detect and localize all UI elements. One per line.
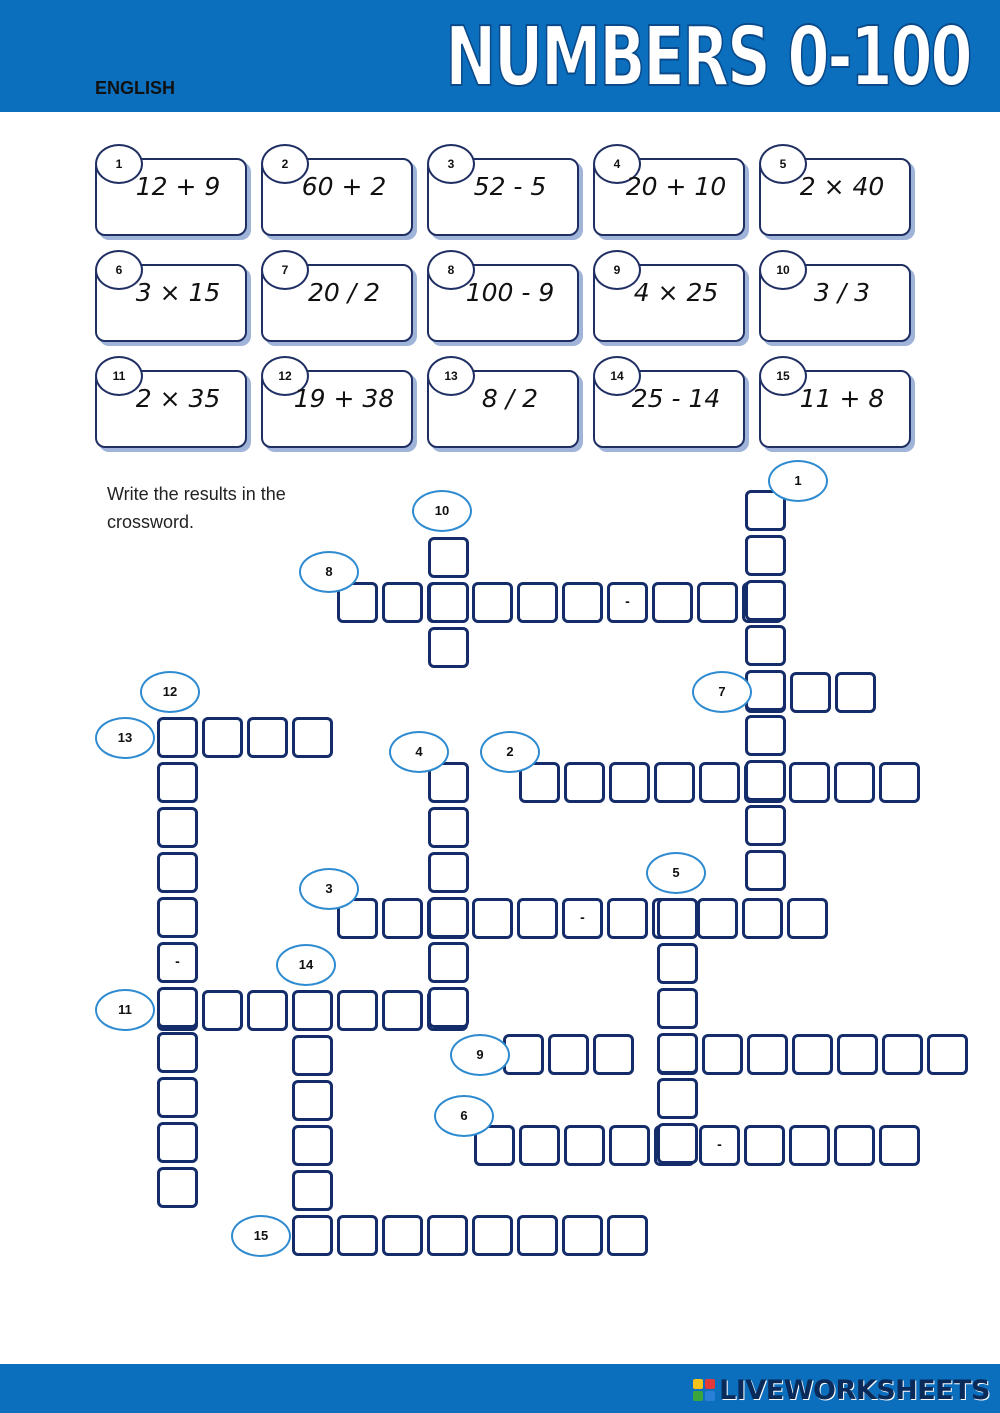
equation-text: 3 / 3 bbox=[813, 278, 871, 307]
crossword-cell[interactable] bbox=[472, 1215, 513, 1256]
clue-number-circle: 3 bbox=[299, 868, 359, 910]
equation-number: 8 bbox=[427, 250, 475, 290]
crossword-cell[interactable] bbox=[835, 672, 876, 713]
crossword-cell[interactable] bbox=[337, 990, 378, 1031]
equation-card bbox=[759, 158, 911, 236]
equation-text: 12 + 9 bbox=[135, 172, 221, 201]
crossword-cell[interactable] bbox=[745, 535, 786, 576]
equation-number: 3 bbox=[427, 144, 475, 184]
crossword-cell[interactable] bbox=[157, 807, 198, 848]
page-title: NUMBERS 0-100 bbox=[445, 10, 970, 105]
equation-number: 1 bbox=[95, 144, 143, 184]
brand-mark-icon bbox=[693, 1379, 715, 1401]
crossword-hyphen-cell[interactable]: - bbox=[607, 582, 648, 623]
equation-number: 13 bbox=[427, 356, 475, 396]
equation-card bbox=[261, 370, 413, 448]
crossword-cell[interactable] bbox=[654, 762, 695, 803]
equation-number: 5 bbox=[759, 144, 807, 184]
clue-number-circle: 6 bbox=[434, 1095, 494, 1137]
clue-number-circle: 9 bbox=[450, 1034, 510, 1076]
crossword-cell[interactable] bbox=[292, 990, 333, 1031]
crossword-cell[interactable] bbox=[517, 1215, 558, 1256]
crossword-cell[interactable] bbox=[202, 717, 243, 758]
crossword-cell[interactable] bbox=[562, 582, 603, 623]
equation-text: 100 - 9 bbox=[465, 278, 555, 307]
equation-number: 6 bbox=[95, 250, 143, 290]
equation-card bbox=[95, 370, 247, 448]
crossword-cell[interactable] bbox=[747, 1034, 788, 1075]
equation-card bbox=[759, 264, 911, 342]
crossword-cell[interactable] bbox=[428, 807, 469, 848]
clue-number-circle: 11 bbox=[95, 989, 155, 1031]
equation-card bbox=[593, 264, 745, 342]
crossword-cell[interactable] bbox=[657, 1078, 698, 1119]
equation-number: 15 bbox=[759, 356, 807, 396]
crossword-cell[interactable] bbox=[247, 717, 288, 758]
crossword-cell[interactable] bbox=[382, 582, 423, 623]
crossword-cell[interactable] bbox=[157, 717, 198, 758]
crossword-cell[interactable] bbox=[292, 717, 333, 758]
crossword-cell[interactable] bbox=[607, 898, 648, 939]
crossword-cell[interactable] bbox=[292, 1080, 333, 1121]
crossword-cell[interactable] bbox=[472, 582, 513, 623]
crossword-cell[interactable] bbox=[292, 1215, 333, 1256]
crossword-cell[interactable] bbox=[787, 898, 828, 939]
crossword-cell[interactable] bbox=[789, 1125, 830, 1166]
crossword-cell[interactable] bbox=[292, 1035, 333, 1076]
clue-number-circle: 12 bbox=[140, 671, 200, 713]
crossword-cell[interactable] bbox=[517, 582, 558, 623]
equation-text: 25 - 14 bbox=[631, 384, 721, 413]
crossword-cell[interactable] bbox=[157, 897, 198, 938]
crossword-cell[interactable] bbox=[382, 990, 423, 1031]
equation-number: 11 bbox=[95, 356, 143, 396]
crossword-cell[interactable] bbox=[742, 898, 783, 939]
equation-text: 3 × 15 bbox=[135, 278, 221, 307]
clue-number-circle: 10 bbox=[412, 490, 472, 532]
crossword-cell[interactable] bbox=[428, 942, 469, 983]
crossword-cell[interactable] bbox=[562, 1215, 603, 1256]
crossword-cell[interactable] bbox=[157, 762, 198, 803]
equation-text: 8 / 2 bbox=[481, 384, 539, 413]
clue-number-circle: 13 bbox=[95, 717, 155, 759]
equation-card bbox=[261, 158, 413, 236]
crossword-hyphen-cell[interactable]: - bbox=[699, 1125, 740, 1166]
crossword-cell[interactable] bbox=[697, 582, 738, 623]
crossword-cell[interactable] bbox=[745, 760, 786, 801]
crossword-cell[interactable] bbox=[519, 1125, 560, 1166]
clue-number-circle: 4 bbox=[389, 731, 449, 773]
crossword-cell[interactable] bbox=[699, 762, 740, 803]
crossword-cell[interactable] bbox=[745, 715, 786, 756]
equation-number: 9 bbox=[593, 250, 641, 290]
equation-card bbox=[593, 158, 745, 236]
crossword-cell[interactable] bbox=[745, 580, 786, 621]
crossword-cell[interactable] bbox=[472, 898, 513, 939]
crossword-cell[interactable] bbox=[564, 1125, 605, 1166]
equation-number: 10 bbox=[759, 250, 807, 290]
crossword-cell[interactable] bbox=[202, 990, 243, 1031]
equation-text: 60 + 2 bbox=[301, 172, 387, 201]
crossword-cell[interactable] bbox=[609, 762, 650, 803]
equation-text: 2 × 35 bbox=[135, 384, 221, 413]
crossword-cell[interactable] bbox=[157, 1122, 198, 1163]
crossword-cell[interactable] bbox=[292, 1125, 333, 1166]
crossword-cell[interactable] bbox=[834, 1125, 875, 1166]
crossword-cell[interactable] bbox=[593, 1034, 634, 1075]
equation-card bbox=[593, 370, 745, 448]
crossword-cell[interactable] bbox=[428, 852, 469, 893]
crossword-cell[interactable] bbox=[428, 627, 469, 668]
equation-card bbox=[95, 158, 247, 236]
crossword-cell[interactable] bbox=[745, 850, 786, 891]
equation-card bbox=[427, 264, 579, 342]
clue-number-circle: 5 bbox=[646, 852, 706, 894]
subject-label: ENGLISH bbox=[95, 78, 176, 98]
crossword-cell[interactable] bbox=[657, 1123, 698, 1164]
crossword-cell[interactable] bbox=[157, 1167, 198, 1208]
crossword-cell[interactable] bbox=[428, 987, 469, 1028]
crossword-cell[interactable] bbox=[652, 582, 693, 623]
equation-text: 4 × 25 bbox=[633, 278, 719, 307]
crossword-cell[interactable] bbox=[292, 1170, 333, 1211]
brand-logo bbox=[693, 1372, 990, 1408]
clue-number-circle: 2 bbox=[480, 731, 540, 773]
crossword-cell[interactable] bbox=[879, 1125, 920, 1166]
equation-text: 19 + 38 bbox=[293, 384, 395, 413]
crossword-cell[interactable] bbox=[609, 1125, 650, 1166]
equation-card bbox=[427, 370, 579, 448]
equation-card bbox=[427, 158, 579, 236]
crossword-cell[interactable] bbox=[428, 897, 469, 938]
crossword-hyphen-cell[interactable]: - bbox=[562, 898, 603, 939]
clue-number-circle: 15 bbox=[231, 1215, 291, 1257]
crossword-cell[interactable] bbox=[792, 1034, 833, 1075]
crossword-cell[interactable] bbox=[879, 762, 920, 803]
crossword-cell[interactable] bbox=[882, 1034, 923, 1075]
brand-name: LIVEWORKSHEETS bbox=[719, 1374, 990, 1406]
crossword-cell[interactable] bbox=[657, 988, 698, 1029]
crossword-cell[interactable] bbox=[657, 898, 698, 939]
crossword-cell[interactable] bbox=[427, 1215, 468, 1256]
crossword-cell[interactable] bbox=[157, 1032, 198, 1073]
crossword-cell[interactable] bbox=[657, 1033, 698, 1074]
crossword-cell[interactable] bbox=[337, 1215, 378, 1256]
crossword-cell[interactable] bbox=[657, 943, 698, 984]
equation-number: 2 bbox=[261, 144, 309, 184]
crossword-cell[interactable] bbox=[382, 1215, 423, 1256]
crossword-cell[interactable] bbox=[834, 762, 875, 803]
clue-number-circle: 14 bbox=[276, 944, 336, 986]
crossword-hyphen-cell[interactable]: - bbox=[157, 942, 198, 983]
clue-number-circle: 8 bbox=[299, 551, 359, 593]
crossword-cell[interactable] bbox=[927, 1034, 968, 1075]
equation-text: 2 × 40 bbox=[799, 172, 885, 201]
equation-card bbox=[261, 264, 413, 342]
equation-number: 4 bbox=[593, 144, 641, 184]
equation-text: 20 + 10 bbox=[625, 172, 727, 201]
crossword-cell[interactable] bbox=[745, 805, 786, 846]
crossword-cell[interactable] bbox=[157, 1077, 198, 1118]
crossword-cell[interactable] bbox=[564, 762, 605, 803]
crossword-cell[interactable] bbox=[789, 762, 830, 803]
crossword-cell[interactable] bbox=[157, 987, 198, 1028]
crossword-cell[interactable] bbox=[428, 582, 469, 623]
crossword-cell[interactable] bbox=[157, 852, 198, 893]
equation-text: 20 / 2 bbox=[307, 278, 381, 307]
equation-card bbox=[759, 370, 911, 448]
crossword-cell[interactable] bbox=[697, 898, 738, 939]
crossword-cell[interactable] bbox=[607, 1215, 648, 1256]
equation-card bbox=[95, 264, 247, 342]
crossword-cell[interactable] bbox=[837, 1034, 878, 1075]
instruction-text: Write the results in the crossword. bbox=[107, 484, 286, 532]
equation-number: 7 bbox=[261, 250, 309, 290]
clue-number-circle: 7 bbox=[692, 671, 752, 713]
equation-text: 11 + 8 bbox=[799, 384, 885, 413]
equation-number: 12 bbox=[261, 356, 309, 396]
crossword-cell[interactable] bbox=[517, 898, 558, 939]
crossword-cell[interactable] bbox=[548, 1034, 589, 1075]
crossword-cell[interactable] bbox=[702, 1034, 743, 1075]
crossword-cell[interactable] bbox=[247, 990, 288, 1031]
crossword-cell[interactable] bbox=[428, 537, 469, 578]
equation-number: 14 bbox=[593, 356, 641, 396]
crossword-cell[interactable] bbox=[790, 672, 831, 713]
clue-number-circle: 1 bbox=[768, 460, 828, 502]
crossword-cell[interactable] bbox=[382, 898, 423, 939]
crossword-cell[interactable] bbox=[744, 1125, 785, 1166]
equation-text: 52 - 5 bbox=[473, 172, 547, 201]
crossword-cell[interactable] bbox=[745, 625, 786, 666]
